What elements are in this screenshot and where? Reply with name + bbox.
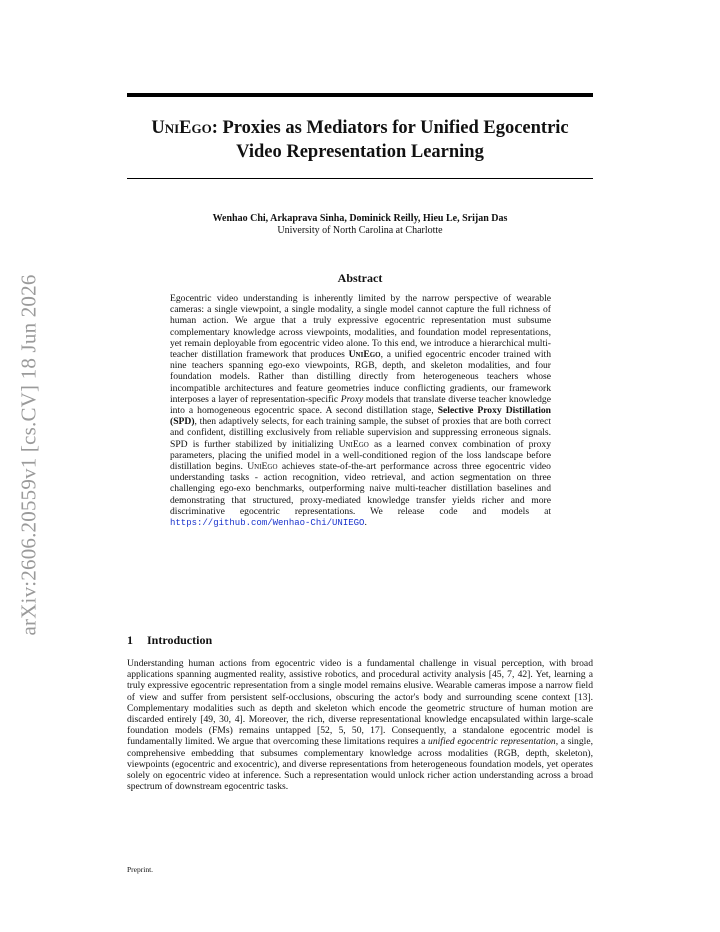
abstract-text-5: as a learned convex combination of proxy parameters, placing the unified model in a well-conditioned region of the loss landscape before distillation begins. (170, 438, 551, 473)
abstract-text-3: models that translate diverse teacher knowledge into a homogeneous egocentric space. A second distillation stage, (170, 393, 551, 417)
abstract-end: . (364, 517, 367, 529)
title-bottom-rule (127, 178, 593, 179)
author-list: Wenhao Chi, Arkaprava Sinha, Dominick Reilly, Hieu Le, Srijan Das (212, 213, 508, 224)
abstract-body (170, 293, 551, 529)
abstract-brand: UniEgo (348, 349, 381, 361)
github-link[interactable]: https://github.com/Wenhao-Chi/UNIEGO (170, 518, 365, 529)
intro-text-2: , a single, comprehensive embedding that subsumes complementary knowledge across modalities (RGB, depth, skeleton), viewpoints (egocentric and exocentric), and diverse representations from heterogeneous foundation models, yet operates solely on egocentric video at inference. Such a representation would unlock richer action understanding across a broad spectrum of downstream egocentric tasks. (127, 736, 593, 793)
section-number: 1 (127, 633, 133, 647)
arxiv-identifier (12, 260, 46, 650)
title-brand: UniEgo (151, 118, 212, 138)
intro-emphasis: unified egocentric representation (428, 736, 556, 748)
abstract-text-1: Egocentric video understanding is inherently limited by the narrow perspective of wearable cameras: a single viewpoint, a single modality, a single model cannot capture the full richness of human action. We argue that a truly expressive egocentric representation must subsume complementary knowledge across viewpoints, modalities, and foundation model representations, yet remain deployable from egocentric video alone. To this end, we introduce a hierarchical multi-teacher distillation framework that produces (170, 293, 551, 361)
abstract-spd-term: Selective Proxy Distillation (SPD) (170, 405, 551, 428)
affiliation: University of North Carolina at Charlotte (277, 225, 443, 236)
footer-note: Preprint. (127, 865, 154, 874)
arxiv-id-text: arXiv:2606.20559v1 [cs.CV] 18 Jun 2026 (16, 274, 41, 636)
section-title: Introduction (147, 633, 213, 647)
paper-title (127, 116, 593, 164)
abstract-text-4: , then adaptively selects, for each training sample, the subset of proxies that are both correct and confident, distilling exclusively from reliable supervision and suppressing erroneous signals. SPD is further stabilized by initializing (170, 416, 551, 450)
intro-text-1: Understanding human actions from egocentric video is a fundamental challenge in visual perception, with broad applications spanning augmented reality, assistive robotics, and procedural activity analysis [45, 7, 42]. Yet, learning a truly expressive egocentric representation from a single model remains elusive. Wearable cameras impose a narrow field of view and suffer from persistent self-occlusions, obscuring the actor's body and surrounding scene context [13]. Complementary modalities such as depth and skeleton which encode the geometric structure of human motion are discarded entirely [49, 30, 4]. Moreover, the rich, diverse representational knowledge encapsulated within large-scale foundation models (FMs) remains untapped [52, 5, 50, 17]. Consequently, a standalone egocentric model is fundamentally limited. We argue that overcoming these limitations requires a (127, 658, 593, 748)
introduction-body (127, 658, 593, 792)
section-heading-introduction (127, 633, 212, 648)
abstract-text-6: achieves state-of-the-art performance across three egocentric video understanding tasks - action recognition, video retrieval, and action segmentation on three challenging ego-exo benchmarks, outperforming naive multi-teacher distillation baselines and demonstrating that structured, proxy-mediated knowledge transfer yields richer and more discriminative egocentric representations. We release code and models at (170, 461, 551, 517)
abstract-proxy-term: Proxy (340, 393, 364, 405)
title-rest: : Proxies as Mediators for Unified Egocentric Video Representation Learning (211, 118, 569, 162)
abstract-heading: Abstract (337, 271, 383, 285)
abstract-text-2: , a unified egocentric encoder trained with nine teachers spanning ego-exo viewpoints, RGB, depth, and skeleton modalities, and four foundation models. Rather than distilling directly from heterogeneous teachers whose incompatible architectures and feature geometries induce conflicting gradients, our framework interposes a layer of representation-specific (170, 349, 551, 405)
abstract-brand: UniEgo (247, 461, 278, 473)
title-top-rule (127, 93, 593, 97)
abstract-brand: UniEgo (338, 438, 369, 450)
